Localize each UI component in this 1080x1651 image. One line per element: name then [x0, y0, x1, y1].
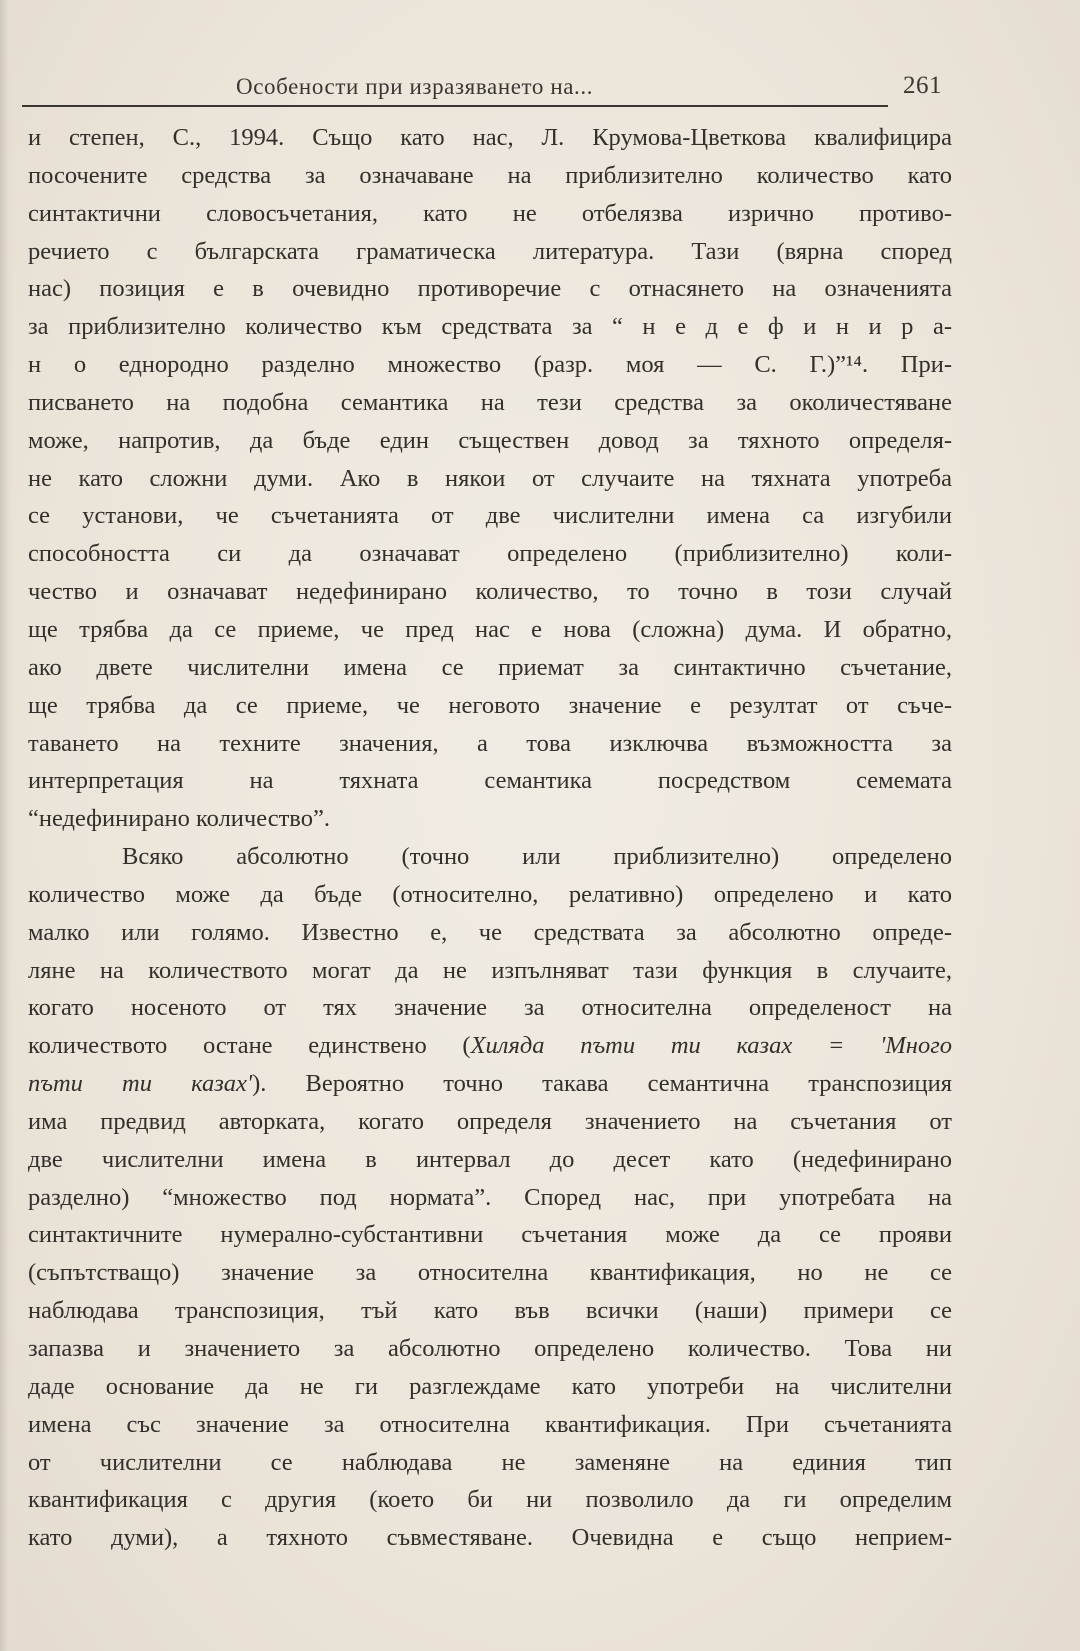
text-line: [28, 384, 952, 422]
text-line: [28, 1179, 952, 1217]
text-line: [28, 1444, 952, 1482]
text-line: [28, 157, 952, 195]
page-gutter-shadow: [0, 0, 14, 1651]
line-text: може, напротив, да бъде един съществен довод за тяхното определя-: [28, 426, 952, 454]
line-text: когато носеното от тях значение за относителна определеност на: [28, 994, 952, 1022]
line-text: разделно) “множество под нормата”. Според нас, при употребата на: [28, 1183, 952, 1211]
line-text: не като сложни думи. Ако в някои от случаите на тяхната употреба: [28, 464, 952, 492]
text-line: [28, 1519, 952, 1557]
line-text: за приблизително количество към средствата за “ н е д е ф и н и р а-: [28, 313, 952, 341]
line-text: има предвид авторката, когато определя значението на съчетания от: [28, 1107, 952, 1135]
line-text: запазва и значението за абсолютно определено количество. Това ни: [28, 1335, 952, 1362]
line-text: ще трябва да се приеме, че пред нас е нова (сложна) дума. И обратно,: [28, 615, 952, 643]
text-line: [28, 1368, 952, 1406]
line-text: и степен, С., 1994. Също като нас, Л. Крумова-Цветкова квалифицира: [28, 124, 952, 151]
line-text: речието с българската граматическа литература. Тази (вярна според: [28, 237, 952, 265]
running-header: [28, 64, 942, 108]
text-line: [28, 1292, 952, 1330]
text-line: [28, 1103, 952, 1141]
text-line: [28, 914, 952, 952]
body-text: [28, 119, 952, 1557]
text-line: [28, 346, 952, 384]
line-text: таването на техните значения, а това изключва възможността за: [28, 729, 952, 757]
line-text: “недефинирано количество”.: [28, 805, 330, 833]
italic-example: пъти ти казах': [28, 1070, 253, 1098]
line-text: квантификация с другия (което би ни позволило да ги определим: [28, 1486, 952, 1514]
text-line: [28, 1481, 952, 1519]
line-text: от числителни се наблюдава не заменяне на единия тип: [28, 1448, 952, 1476]
line-text: ). Вероятно точно такава семантична транспозиция: [252, 1070, 952, 1098]
text-line: [28, 1330, 952, 1368]
line-text: н о еднородно разделно множество (разр. моя — С. Г.)”¹⁴. При-: [28, 351, 952, 379]
header-rule: [22, 105, 888, 107]
line-text: като думи), а тяхното съвместяване. Очевидна е също неприем-: [28, 1524, 952, 1552]
line-text: две числителни имена в интервал до десет като (недефинирано: [28, 1145, 952, 1173]
line-text: синтактични словосъчетания, като не отбелязва изрично противо-: [28, 199, 952, 227]
text-line: [28, 838, 952, 876]
italic-example: Хиляда пъти ти казах = 'Много: [470, 1032, 953, 1060]
text-line: [28, 1254, 952, 1292]
text-line: [28, 800, 952, 838]
text-line: [28, 308, 952, 346]
text-line: [28, 725, 952, 763]
text-line: [28, 687, 952, 725]
line-text: наблюдава транспозиция, тъй като във всички (наши) примери се: [28, 1297, 952, 1325]
line-text: количество може да бъде (относително, релативно) определено и като: [28, 880, 952, 908]
text-line: [28, 952, 952, 990]
text-line: [28, 270, 952, 308]
line-text: даде основание да не ги разглеждаме като употреби на числителни: [28, 1372, 952, 1400]
text-line: [28, 195, 952, 233]
text-line: [28, 119, 952, 157]
line-text: малко или голямо. Известно е, че средствата за абсолютно опреде-: [28, 918, 952, 946]
text-line: [28, 1027, 952, 1065]
line-text: ляне на количеството могат да не изпълняват тази функция в случаите,: [28, 956, 952, 984]
text-line: [28, 876, 952, 914]
text-line: [28, 233, 952, 271]
text-line: [28, 611, 952, 649]
line-text: посочените средства за означаване на приблизително количество като: [28, 161, 952, 189]
line-text: интерпретация на тяхната семантика посредством семемата: [28, 767, 952, 795]
line-text: способността си да означават определено (приблизително) коли-: [28, 540, 952, 568]
text-line: [28, 535, 952, 573]
line-text: се установи, че съчетанията от две числителни имена са изгубили: [28, 502, 952, 530]
line-text: писването на подобна семантика на тези средства за околичестяване: [28, 388, 952, 416]
line-text: синтактичните нумерално-субстантивни съчетания може да се прояви: [28, 1221, 952, 1249]
line-text: (съпътстващо) значение за относителна квантификация, но не се: [28, 1259, 952, 1287]
line-text: количеството остане единствено (: [28, 1032, 471, 1060]
line-text: нас) позиция е в очевидно противоречие с отнасянето на означенията: [28, 275, 952, 303]
text-line: [28, 989, 952, 1027]
text-line: [28, 762, 952, 800]
text-line: [28, 573, 952, 611]
page-number: 261: [903, 72, 942, 99]
line-text: имена със значение за относителна квантификация. При съчетанията: [28, 1410, 952, 1438]
line-text: ще трябва да се приеме, че неговото значение е резултат от съче-: [28, 691, 952, 719]
line-text: чество и означават недефинирано количество, то точно в този случай: [28, 578, 952, 606]
text-line: [28, 1216, 952, 1254]
text-line: [28, 1065, 952, 1103]
text-line: [28, 649, 952, 687]
text-line: [28, 460, 952, 498]
text-line: [28, 497, 952, 535]
running-title: Особености при изразяването на...: [236, 74, 594, 99]
text-line: [28, 422, 952, 460]
line-text: ако двете числителни имена се приемат за синтактично съчетание,: [28, 653, 952, 681]
line-text: Всяко абсолютно (точно или приблизително) определено: [122, 843, 952, 871]
text-line: [28, 1141, 952, 1179]
text-line: [28, 1406, 952, 1444]
